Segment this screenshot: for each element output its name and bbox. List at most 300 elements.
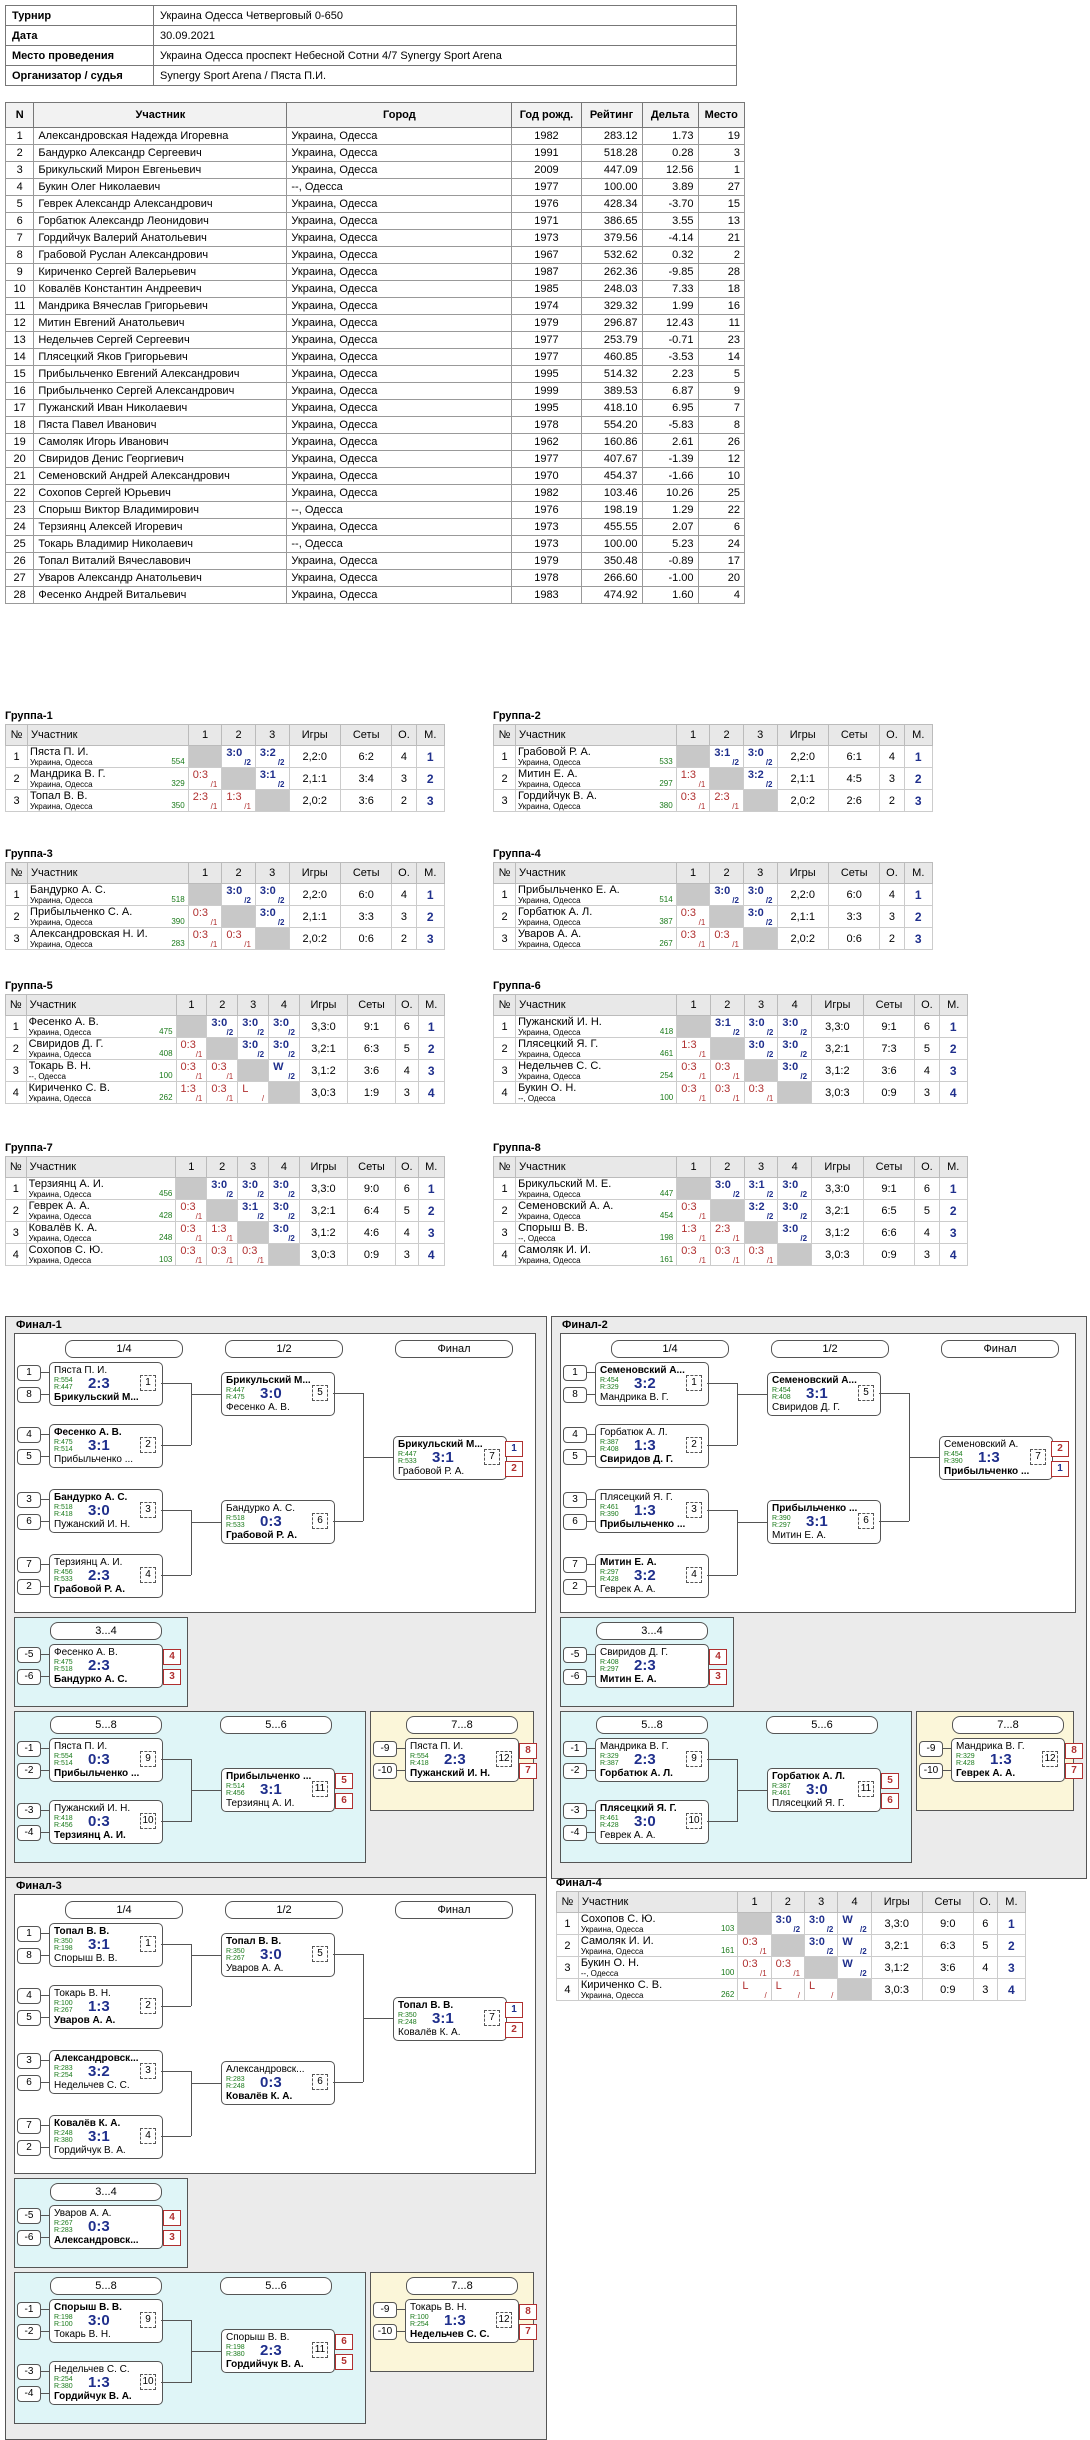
- match-points: /2: [765, 918, 773, 927]
- match-score: 0:3: [775, 1958, 791, 1970]
- table-row: [6, 434, 745, 451]
- match-score: W: [842, 1958, 853, 1970]
- table-cell: 1: [6, 128, 34, 145]
- player-2-name: Прибыльченко ...: [54, 1768, 140, 1779]
- sets-cell: 6:3: [348, 1038, 396, 1060]
- player-1-rating: R:518: [54, 1504, 73, 1511]
- table-cell: 5: [698, 366, 744, 383]
- table-cell: 1.99: [642, 298, 698, 315]
- points-cell: 4: [915, 1060, 939, 1082]
- result-cell: [238, 1244, 269, 1266]
- player-cell: [516, 790, 677, 812]
- player-city: Украина, Одесса: [518, 896, 581, 905]
- match-points: /2: [766, 1028, 774, 1037]
- final-panel: [5, 1877, 547, 2440]
- player-2-rating: R:518: [54, 1666, 73, 1673]
- place-2: 3: [709, 1669, 727, 1685]
- player-2-name: Пужанский И. Н.: [54, 1519, 131, 1530]
- player-city: Украина, Одесса: [518, 780, 581, 789]
- games-cell: 2,0:2: [289, 790, 340, 812]
- connector-line: [397, 1770, 405, 1771]
- player-name: Гордийчук В. А.: [518, 790, 597, 802]
- table-row: [6, 349, 745, 366]
- match-box: [49, 1362, 163, 1406]
- connector-line: [587, 1456, 595, 1457]
- table-cell: 386.65: [581, 213, 642, 230]
- match-score: 0:3: [714, 1061, 731, 1073]
- sets-cell: 6:0: [340, 884, 391, 906]
- player-name: Терзиянц А. И.: [28, 1178, 104, 1190]
- player-name: Токарь В. Н.: [28, 1060, 92, 1072]
- connector-line: [41, 1521, 49, 1522]
- connector-line: [707, 1445, 737, 1446]
- table-cell: Кириченко Сергей Валерьевич: [34, 264, 287, 281]
- result-cell: [676, 906, 710, 928]
- result-cell: [710, 1016, 744, 1038]
- table-cell: 12: [6, 315, 34, 332]
- result-cell: [805, 1957, 838, 1979]
- table-cell: 1.73: [642, 128, 698, 145]
- player-1-rating: R:350: [398, 2012, 417, 2019]
- table-cell: 3: [6, 162, 34, 179]
- connector-line: [161, 1575, 191, 1576]
- label-qf: 1/4: [65, 1901, 183, 1919]
- player-1-name: Токарь В. Н.: [54, 1988, 111, 1999]
- place-cell: 1: [904, 746, 932, 768]
- group-row: [6, 1060, 445, 1082]
- player-1-name: Терзиянц А. И.: [54, 1557, 123, 1568]
- table-cell: 11: [698, 315, 744, 332]
- result-cell: [743, 928, 777, 950]
- connector-line: [191, 1944, 192, 2006]
- result-cell: [677, 1038, 711, 1060]
- table-cell: Украина, Одесса: [287, 332, 512, 349]
- player-name: Прибыльченко Е. А.: [518, 884, 620, 896]
- games-cell: 3,0:3: [871, 1979, 922, 2001]
- table-cell: 5: [6, 196, 34, 213]
- points-cell: 6: [915, 1178, 939, 1200]
- player-1-name: Пяста П. И.: [410, 1741, 464, 1752]
- match-points: /1: [766, 1256, 774, 1265]
- match-score: L: [742, 1980, 749, 1992]
- col-games: Игры: [299, 995, 347, 1016]
- row-number: 1: [494, 884, 516, 906]
- match-score: 0:3: [681, 1083, 697, 1095]
- table-cell: --, Одесса: [287, 536, 512, 553]
- points-cell: 3: [396, 1082, 419, 1104]
- seed-1: 7: [17, 1557, 41, 1573]
- table-cell: 1976: [512, 502, 581, 519]
- table-cell: 1982: [512, 485, 581, 502]
- table-cell: 8: [698, 417, 744, 434]
- match-points: /2: [732, 896, 739, 905]
- table-cell: 248.03: [581, 281, 642, 298]
- table-cell: 1.60: [642, 587, 698, 604]
- player-name: Плясецкий Я. Г.: [518, 1038, 599, 1050]
- match-score: 3:0: [259, 907, 276, 919]
- player-1-name: Фесенко А. В.: [54, 1647, 118, 1658]
- player-2-name: Уваров А. А.: [54, 2015, 116, 2026]
- result-cell: [176, 1060, 207, 1082]
- sets-cell: 0:9: [863, 1082, 915, 1104]
- connector-line: [41, 2309, 49, 2310]
- seed-1: -3: [17, 1803, 41, 1819]
- sets-cell: 6:4: [347, 1200, 395, 1222]
- points-cell: 3: [973, 1979, 997, 2001]
- connector-line: [333, 1393, 363, 1394]
- games-cell: 3,1:2: [299, 1060, 347, 1082]
- table-row: [6, 247, 745, 264]
- table-cell: 253.79: [581, 332, 642, 349]
- connector-line: [161, 1510, 191, 1511]
- group-table: [5, 1156, 445, 1266]
- match-box: [221, 1372, 335, 1416]
- player-rating: 329: [171, 779, 185, 788]
- match-number: 7: [484, 1449, 500, 1465]
- result-cell: [738, 1913, 771, 1935]
- points-cell: 3: [880, 768, 904, 790]
- sets-cell: 6:0: [828, 884, 879, 906]
- player-name: Ковалёв К. А.: [28, 1222, 98, 1234]
- col-sets: Сеты: [347, 1157, 395, 1178]
- match-score: L: [775, 1980, 782, 1992]
- connector-line: [41, 1564, 49, 1565]
- result-cell: [238, 1200, 269, 1222]
- connector-line: [41, 1499, 49, 1500]
- table-cell: 4: [698, 587, 744, 604]
- table-row: [6, 400, 745, 417]
- player-name: Самоляк И. И.: [580, 1935, 654, 1947]
- row-number: 3: [494, 928, 516, 950]
- result-cell: [710, 1082, 744, 1104]
- column-header: Рейтинг: [581, 103, 642, 128]
- col-opponent: 2: [222, 863, 256, 884]
- label-5-6: 5...6: [766, 1716, 878, 1734]
- player-2-name: Свиридов Д. Г.: [772, 1402, 841, 1413]
- group-row: [6, 884, 445, 906]
- match-score: 3:0: [714, 885, 731, 897]
- row-number: 3: [6, 1222, 27, 1244]
- table-cell: 26: [6, 553, 34, 570]
- player-1-rating: R:461: [600, 1815, 619, 1822]
- table-cell: 1: [698, 162, 744, 179]
- connector-line: [943, 1748, 951, 1749]
- table-cell: 2: [6, 145, 34, 162]
- table-cell: 18: [6, 417, 34, 434]
- place-1: 8: [519, 1743, 537, 1759]
- table-cell: -0.89: [642, 553, 698, 570]
- match-points: /2: [765, 758, 773, 767]
- player-rating: 533: [659, 757, 673, 766]
- bracket-5-8: [560, 1711, 912, 1863]
- table-cell: 7: [698, 400, 744, 417]
- seed-1: -9: [919, 1741, 943, 1757]
- label-7-8: 7...8: [952, 1716, 1064, 1734]
- connector-line: [41, 1434, 49, 1435]
- player-2-name: Геврек А. А.: [600, 1584, 656, 1595]
- sets-cell: 9:1: [863, 1016, 915, 1038]
- player-name: Свиридов Д. Г.: [28, 1038, 104, 1050]
- player-2-name: Терзиянц А. И.: [54, 1830, 126, 1841]
- seed-2: -2: [563, 1763, 587, 1779]
- row-number: 1: [494, 1178, 516, 1200]
- table-cell: Гордийчук Валерий Анатольевич: [34, 230, 287, 247]
- connector-line: [161, 2382, 191, 2383]
- match-points: /2: [244, 758, 251, 767]
- info-row: [6, 6, 737, 26]
- col-opponent: 2: [710, 725, 744, 746]
- final-title: Финал-3: [16, 1880, 62, 1892]
- result-cell: [778, 1082, 812, 1104]
- connector-line: [41, 2082, 49, 2083]
- player-2-rating: R:390: [944, 1458, 963, 1465]
- place-cell: 3: [997, 1957, 1025, 1979]
- player-rating: 100: [720, 1968, 735, 1977]
- player-1-rating: R:454: [944, 1451, 963, 1458]
- player-rating: 380: [659, 801, 673, 810]
- points-cell: 5: [915, 1038, 939, 1060]
- match-score: 3:0: [273, 1017, 289, 1029]
- table-cell: 2009: [512, 162, 581, 179]
- connector-line: [41, 2147, 49, 2148]
- group-row: [494, 1082, 968, 1104]
- seed-1: -5: [17, 2208, 41, 2224]
- connector-line: [587, 1564, 595, 1565]
- col-player: Участник: [28, 863, 189, 884]
- table-cell: 22: [698, 502, 744, 519]
- connector-line: [41, 2237, 49, 2238]
- info-value: Synergy Sport Arena / Пяста П.И.: [154, 66, 737, 86]
- player-1-name: Александровск...: [54, 2053, 139, 2064]
- match-points: /1: [195, 1212, 203, 1221]
- match-score: 3:0: [782, 1223, 799, 1235]
- connector-line: [191, 1510, 192, 1575]
- match-box: [595, 1489, 709, 1533]
- connector-line: [397, 2309, 405, 2310]
- connector-line: [41, 2331, 49, 2332]
- player-name: Кириченко С. В.: [580, 1979, 663, 1991]
- player-rating: 514: [659, 895, 673, 904]
- table-cell: 9: [6, 264, 34, 281]
- points-cell: 2: [392, 790, 416, 812]
- connector-line: [161, 1445, 191, 1446]
- points-cell: 5: [396, 1200, 419, 1222]
- sets-cell: 3:4: [340, 768, 391, 790]
- games-cell: 3,0:3: [299, 1244, 347, 1266]
- match-box: [221, 1768, 335, 1812]
- col-player: Участник: [516, 863, 677, 884]
- player-2-name: Токарь В. Н.: [54, 2329, 111, 2340]
- row-number: 2: [494, 1200, 516, 1222]
- player-1-name: Пяста П. И.: [54, 1365, 108, 1376]
- final-title: Финал-2: [562, 1319, 608, 1331]
- player-cell: [516, 1222, 677, 1244]
- match-score: 3:0: [782, 1179, 799, 1191]
- result-cell: [677, 1060, 711, 1082]
- player-city: Украина, Одесса: [30, 940, 93, 949]
- player-2-rating: R:514: [54, 1446, 73, 1453]
- col-opponent: 2: [710, 863, 744, 884]
- col-sets: Сеты: [340, 725, 391, 746]
- result-cell: [188, 928, 222, 950]
- player-2-rating: R:380: [54, 2137, 73, 2144]
- group-header-row: [6, 863, 445, 884]
- match-points: /1: [698, 780, 706, 789]
- player-1-name: Семеновский А...: [772, 1375, 857, 1386]
- player-1-name: Митин Е. А.: [600, 1557, 657, 1568]
- match-score: 1:3: [444, 2312, 466, 2329]
- points-cell: 3: [392, 906, 416, 928]
- group-row: [557, 1913, 1026, 1935]
- match-points: /1: [226, 1256, 234, 1265]
- player-name: Грабовой Р. А.: [518, 746, 591, 758]
- player-name: Букин О. Н.: [580, 1957, 640, 1969]
- player-cell: [26, 1060, 176, 1082]
- connector-line: [41, 1832, 49, 1833]
- table-cell: 12.43: [642, 315, 698, 332]
- connector-line: [41, 1770, 49, 1771]
- col-player: Участник: [26, 995, 176, 1016]
- col-no: №: [6, 1157, 27, 1178]
- label-qf: 1/4: [611, 1340, 729, 1358]
- col-opponent: 1: [676, 863, 710, 884]
- player-name: Бандурко А. С.: [30, 884, 106, 896]
- table-cell: 262.36: [581, 264, 642, 281]
- match-box: [595, 1554, 709, 1598]
- table-cell: Украина, Одесса: [287, 349, 512, 366]
- player-city: Украина, Одесса: [30, 802, 93, 811]
- match-box: [49, 2205, 163, 2249]
- match-score: 2:3: [192, 791, 209, 803]
- place-cell: 1: [416, 746, 444, 768]
- connector-line: [191, 1790, 221, 1791]
- match-score: 1:3: [681, 1223, 697, 1235]
- match-score: W: [842, 1936, 853, 1948]
- place-cell: 3: [939, 1222, 967, 1244]
- result-cell: [207, 1178, 238, 1200]
- group-table: [493, 994, 968, 1104]
- games-cell: 3,3:0: [299, 1178, 347, 1200]
- result-cell: [744, 1016, 778, 1038]
- match-box: [49, 1424, 163, 1468]
- group-row: [557, 1979, 1026, 2001]
- seed-2: 5: [17, 2010, 41, 2026]
- main-bracket: [14, 1333, 536, 1613]
- table-cell: 17: [698, 553, 744, 570]
- seed-2: -2: [17, 2324, 41, 2340]
- result-cell: [207, 1200, 238, 1222]
- match-score: 3:0: [242, 1017, 259, 1029]
- table-cell: 21: [6, 468, 34, 485]
- match-score: 3:2: [634, 1375, 656, 1392]
- group-title: Группа-1: [5, 710, 53, 722]
- player-2-rating: R:100: [54, 2321, 73, 2328]
- group-table: [5, 862, 445, 950]
- col-no: №: [494, 1157, 516, 1178]
- sets-cell: 0:9: [347, 1244, 395, 1266]
- player-rating: 461: [659, 1049, 674, 1058]
- match-box: [221, 2061, 335, 2105]
- player-2-rating: R:428: [956, 1760, 975, 1767]
- match-points: /2: [288, 1028, 295, 1037]
- result-cell: [255, 746, 289, 768]
- match-box: [393, 1997, 507, 2041]
- col-opponent: 1: [677, 995, 711, 1016]
- table-cell: 518.28: [581, 145, 642, 162]
- games-cell: 3,1:2: [871, 1957, 922, 1979]
- seed-1: 3: [17, 1492, 41, 1508]
- place-cell: 1: [939, 1178, 967, 1200]
- col-player: Участник: [578, 1892, 737, 1913]
- games-cell: 2,1:1: [289, 768, 340, 790]
- group-header-row: [494, 863, 933, 884]
- connector-line: [397, 2331, 405, 2332]
- player-2-rating: R:390: [600, 1511, 619, 1518]
- seed-2: 5: [563, 1449, 587, 1465]
- table-cell: Украина, Одесса: [287, 247, 512, 264]
- place-1: 8: [519, 2304, 537, 2320]
- table-cell: 100.00: [581, 179, 642, 196]
- place-cell: 2: [416, 768, 444, 790]
- player-1-rating: R:456: [54, 1569, 73, 1576]
- match-number: 6: [312, 1513, 328, 1529]
- place-cell: 3: [904, 928, 932, 950]
- info-row: [6, 26, 737, 46]
- table-cell: 460.85: [581, 349, 642, 366]
- table-cell: 27: [698, 179, 744, 196]
- match-points: /1: [226, 1072, 234, 1081]
- table-cell: 1973: [512, 536, 581, 553]
- place-1: 2: [1051, 1441, 1069, 1457]
- result-cell: [268, 1222, 299, 1244]
- connector-line: [587, 1676, 595, 1677]
- sets-cell: 6:1: [828, 746, 879, 768]
- match-score: 3:1: [88, 1936, 110, 1953]
- player-rating: 418: [659, 1027, 674, 1036]
- match-points: /1: [699, 1234, 706, 1243]
- match-box: [393, 1436, 507, 1480]
- player-2-name: Грабовой Р. А.: [54, 1584, 126, 1595]
- seed-1: -9: [373, 1741, 397, 1757]
- place-cell: 2: [418, 1200, 444, 1222]
- match-points: /2: [765, 780, 773, 789]
- match-score: 0:3: [211, 1083, 227, 1095]
- player-2-rating: R:514: [54, 1760, 73, 1767]
- points-cell: 4: [392, 746, 416, 768]
- player-1-name: Плясецкий Я. Г.: [600, 1492, 673, 1503]
- table-cell: Украина, Одесса: [287, 383, 512, 400]
- player-2-rating: R:408: [772, 1394, 791, 1401]
- table-cell: 26: [698, 434, 744, 451]
- player-1-rating: R:390: [772, 1515, 791, 1522]
- table-row: [6, 196, 745, 213]
- points-cell: 2: [392, 928, 416, 950]
- col-opponent: 4: [778, 995, 812, 1016]
- row-number: 1: [557, 1913, 579, 1935]
- match-points: /2: [226, 1190, 234, 1199]
- player-1-name: Ковалёв К. А.: [54, 2118, 121, 2129]
- player-2-rating: R:254: [54, 2072, 73, 2079]
- match-box: [221, 1933, 335, 1977]
- match-score: 0:3: [680, 791, 697, 803]
- table-row: [6, 281, 745, 298]
- match-number: 6: [858, 1513, 874, 1529]
- table-cell: Уваров Александр Анатольевич: [34, 570, 287, 587]
- column-header: Год рожд.: [512, 103, 581, 128]
- table-cell: 10: [6, 281, 34, 298]
- col-sets: Сеты: [828, 725, 879, 746]
- result-cell: [677, 1082, 711, 1104]
